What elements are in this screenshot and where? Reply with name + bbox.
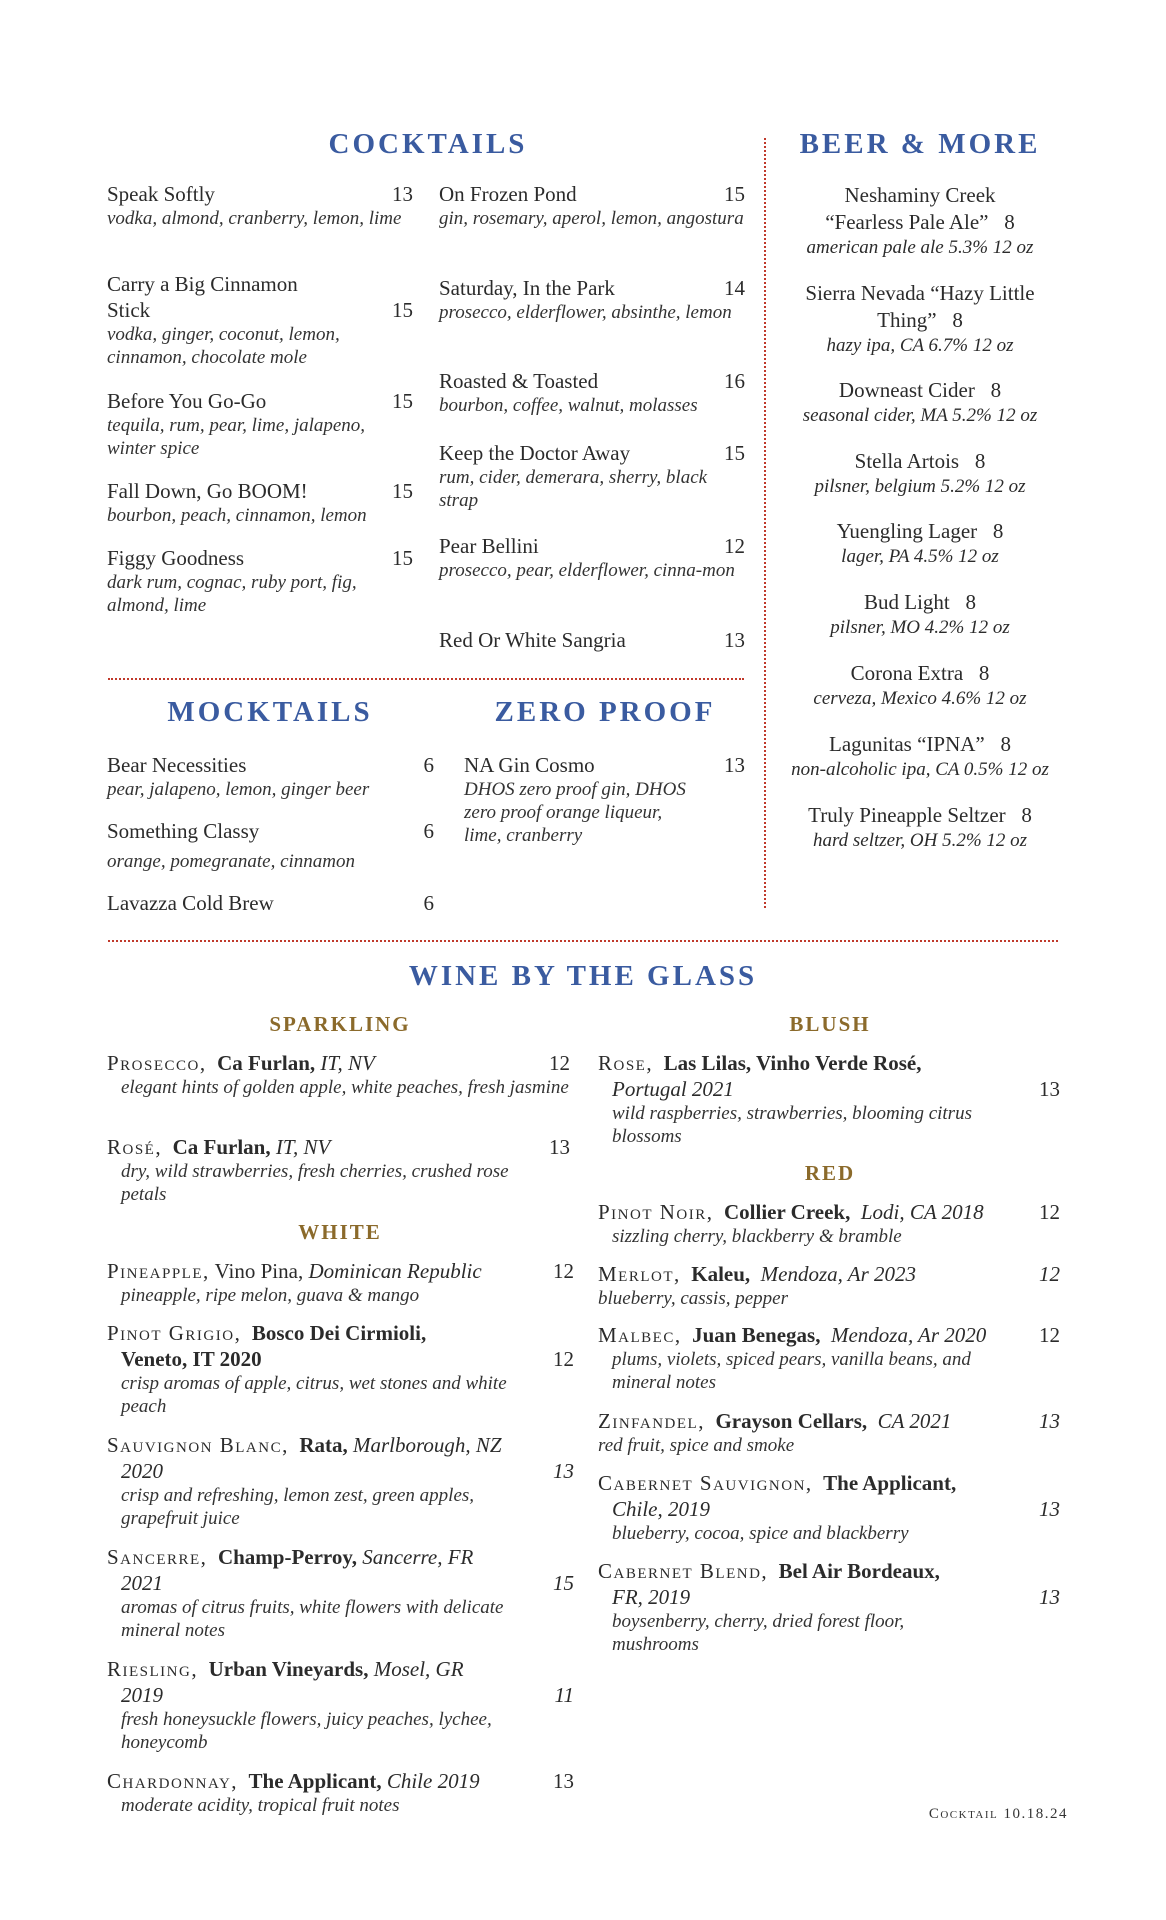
beer-item: Lagunitas “IPNA” 8 non-alcoholic ipa, CA 0.5% 12 oz	[791, 732, 1049, 780]
wine-item: Pineapple, Vino Pina, Dominican Republic 12 pineapple, ripe melon, guava & mango	[107, 1259, 574, 1306]
cocktail-item: Keep the Doctor Away 15 rum, cider, demerara, sherry, black strap	[439, 441, 745, 511]
zero-proof-heading: ZERO PROOF	[494, 696, 716, 728]
mocktail-item: Bear Necessities 6 pear, jalapeno, lemon, ginger beer	[107, 753, 434, 800]
wine-item: Cabernet Sauvignon, The Applicant, Chile, 2019 13 blueberry, cocoa, spice and blackberry	[598, 1471, 1060, 1544]
cocktail-item: Saturday, In the Park 14 prosecco, elderflower, absinthe, lemon	[439, 276, 745, 323]
cocktail-item: Fall Down, Go BOOM! 15 bourbon, peach, cinnamon, lemon	[107, 479, 413, 526]
wine-item: Prosecco, Ca Furlan, IT, NV 12 elegant hints of golden apple, white peaches, fresh jasmine	[107, 1051, 570, 1098]
cocktail-item: Speak Softly 13 vodka, almond, cranberry, lemon, lime	[107, 182, 413, 229]
white-heading: WHITE	[298, 1220, 382, 1244]
wine-item: Riesling, Urban Vineyards, Mosel, GR 2019 11 fresh honeysuckle flowers, juicy peaches, lychee, honeycomb	[107, 1657, 574, 1753]
beer-item: Sierra Nevada “Hazy Little Thing” 8 hazy ipa, CA 6.7% 12 oz	[805, 281, 1035, 356]
wine-item: Cabernet Blend, Bel Air Bordeaux, FR, 2019 13 boysenberry, cherry, dried forest floor, mushrooms	[598, 1559, 1060, 1655]
beer-item: Bud Light 8 pilsner, MO 4.2% 12 oz	[830, 590, 1010, 638]
wine-item: Chardonnay, The Applicant, Chile 2019 13 moderate acidity, tropical fruit notes	[107, 1769, 574, 1816]
wine-item: Pinot Grigio, Bosco Dei Cirmioli, Veneto, IT 2020 12 crisp aromas of apple, citrus, wet stones and white peach	[107, 1321, 574, 1417]
cocktail-item: Carry a Big Cinnamon Stick 15 vodka, ginger, coconut, lemon, cinnamon, chocolate mole	[107, 272, 413, 368]
beer-item: Stella Artois 8 pilsner, belgium 5.2% 12 oz	[814, 449, 1026, 497]
wine-divider	[108, 940, 1058, 942]
red-heading: RED	[804, 1161, 856, 1185]
beer-item: Neshaminy Creek “Fearless Pale Ale” 8 american pale ale 5.3% 12 oz	[806, 183, 1034, 258]
vertical-divider	[764, 138, 766, 908]
wine-item: Pinot Noir, Collier Creek, Lodi, CA 2018 12 sizzling cherry, blackberry & bramble	[598, 1200, 1060, 1247]
wine-item: Zinfandel, Grayson Cellars, CA 2021 13 red fruit, spice and smoke	[598, 1409, 1060, 1456]
cocktails-divider	[108, 678, 744, 680]
cocktail-item: Roasted & Toasted 16 bourbon, coffee, walnut, molasses	[439, 369, 745, 416]
sparkling-heading: SPARKLING	[269, 1012, 411, 1036]
cocktail-item: On Frozen Pond 15 gin, rosemary, aperol, lemon, angostura	[439, 182, 745, 229]
menu-version-footer: Cocktail 10.18.24	[928, 1806, 1068, 1822]
wine-item: Rosé, Ca Furlan, IT, NV 13 dry, wild strawberries, fresh cherries, crushed rose petals	[107, 1135, 570, 1205]
cocktail-item: Before You Go-Go 15 tequila, rum, pear, lime, jalapeno, winter spice	[107, 389, 413, 459]
blush-heading: BLUSH	[789, 1012, 871, 1036]
beer-item: Downeast Cider 8 seasonal cider, MA 5.2% 12 oz	[802, 378, 1038, 426]
wine-heading: WINE BY THE GLASS	[408, 960, 758, 992]
beer-heading: BEER & MORE	[799, 128, 1041, 160]
wine-item: Sancerre, Champ-Perroy, Sancerre, FR 2021 15 aromas of citrus fruits, white flowers with delicate mineral notes	[107, 1545, 574, 1641]
wine-item: Rose, Las Lilas, Vinho Verde Rosé, Portugal 2021 13 wild raspberries, strawberries, blooming citrus blossoms	[598, 1051, 1060, 1147]
mocktail-item: Something Classy 6 orange, pomegranate, cinnamon	[107, 819, 434, 872]
beer-item: Truly Pineapple Seltzer 8 hard seltzer, OH 5.2% 12 oz	[808, 803, 1032, 851]
zero-proof-item: NA Gin Cosmo 13 DHOS zero proof gin, DHOS zero proof orange liqueur, lime, cranberry	[464, 753, 745, 846]
wine-item: Malbec, Juan Benegas, Mendoza, Ar 2020 12 plums, violets, spiced pears, vanilla beans, and mineral notes	[598, 1323, 1060, 1393]
beer-item: Yuengling Lager 8 lager, PA 4.5% 12 oz	[836, 519, 1004, 567]
wine-item: Merlot, Kaleu, Mendoza, Ar 2023 12 blueberry, cassis, pepper	[598, 1262, 1060, 1309]
cocktail-item: Red Or White Sangria 13	[439, 628, 745, 652]
wine-item: Sauvignon Blanc, Rata, Marlborough, NZ 2020 13 crisp and refreshing, lemon zest, green apples, grapefruit juice	[107, 1433, 574, 1529]
cocktail-item: Figgy Goodness 15 dark rum, cognac, ruby port, fig, almond, lime	[107, 546, 413, 616]
mocktails-heading: MOCKTAILS	[167, 696, 373, 728]
beer-item: Corona Extra 8 cerveza, Mexico 4.6% 12 oz	[813, 661, 1027, 709]
cocktail-item: Pear Bellini 12 prosecco, pear, elderflower, cinna-mon	[439, 534, 745, 581]
mocktail-item: Lavazza Cold Brew 6	[107, 891, 434, 915]
cocktails-heading: COCKTAILS	[328, 128, 528, 160]
